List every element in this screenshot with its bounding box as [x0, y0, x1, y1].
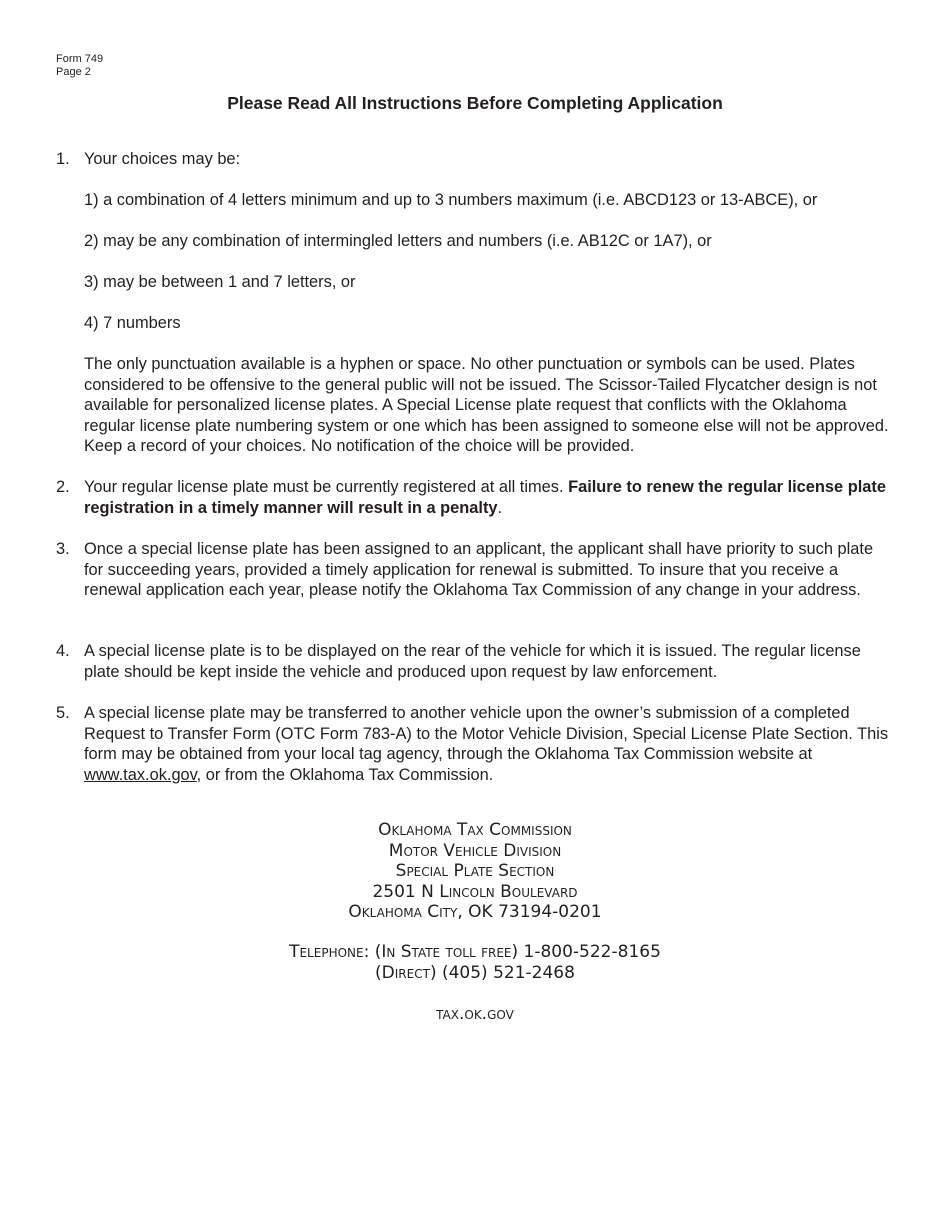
item-5-text [84, 703, 896, 785]
item-1-option-1: 1) a combination of 4 letters minimum and up to 3 numbers maximum (i.e. ABCD123 or 13-ABCE), or [84, 191, 818, 209]
item-4-number: 4. [56, 642, 70, 660]
item-5-number: 5. [56, 704, 70, 722]
item-2-lead: Your regular license plate must be currently registered at all times. [84, 478, 569, 496]
item-1-option-2: 2) may be any combination of intermingled letters and numbers (i.e. AB12C or 1A7), or [84, 232, 712, 250]
item-2-text [84, 477, 896, 518]
item-1-intro: Your choices may be: [84, 150, 241, 168]
website-line [0, 1004, 950, 1025]
item-1-number: 1. [56, 150, 70, 168]
address-section: Special Plate Section [395, 861, 555, 881]
form-identifier [56, 53, 103, 79]
page-title: Please Read All Instructions Before Completing Application [227, 93, 723, 113]
item-3-text: Once a special license plate has been assigned to an applicant, the applicant shall have priority to such plate for succeeding years, provided a timely application for renewal is submitted. To insure that you receive a renewal application each year, please notify the Oklahoma Tax Commission of any change in your address. [84, 540, 874, 599]
item-2-end: . [497, 498, 503, 517]
item-5-end: , or from the Oklahoma Tax Commission. [196, 765, 494, 784]
address-division: Motor Vehicle Division [388, 840, 562, 861]
item-1-option-3: 3) may be between 1 and 7 letters, or [84, 273, 356, 291]
phone-direct: (Direct) (405) 521-2468 [375, 962, 575, 983]
item-2-number: 2. [56, 478, 70, 496]
address-street: 2501 N Lincoln Boulevard [372, 881, 578, 902]
item-1-option-4: 4) 7 numbers [84, 314, 181, 332]
phone-toll-free: Telephone: (In State toll free) 1-800-522-8165 [289, 942, 661, 962]
item-1-note: The only punctuation available is a hyphen or space. No other punctuation or symbols can be used. Plates considered to be offensive to the general public will not be issued. The Scissor-Tailed Flycatcher design is not available for personalized license plates. A Special License plate request that conflicts with the Oklahoma regular license plate numbering system or one which has been assigned to someone else will not be approved. Keep a record of your choices. No notification of the choice will be provided. [84, 355, 889, 455]
form-number: Form 749 [56, 53, 104, 65]
item-3-number: 3. [56, 540, 70, 558]
address-agency: Oklahoma Tax Commission [378, 820, 572, 840]
item-2-penalty-warning: Failure to renew the regular license plate registration in a timely manner will result in a penalty [84, 478, 886, 517]
page-number: Page 2 [56, 66, 91, 78]
item-4-text: A special license plate is to be displayed on the rear of the vehicle for which it is issued. The regular license plate should be kept inside the vehicle and produced upon request by law enforcement. [84, 642, 861, 681]
website-text: tax.ok.gov [436, 1004, 514, 1024]
address-city: Oklahoma City, OK 73194-0201 [348, 902, 602, 922]
item-5-lead: A special license plate may be transferred to another vehicle upon the owner’s submission of a completed Request to Transfer Form (OTC Form 783-A) to the Motor Vehicle Division, Special License Plate Section. This form may be obtained from your local tag agency, through the Oklahoma Tax Commission website at [84, 704, 889, 763]
address-block [0, 820, 950, 923]
contact-block [0, 942, 950, 983]
tax-website-link[interactable]: www.tax.ok.gov [84, 765, 197, 784]
